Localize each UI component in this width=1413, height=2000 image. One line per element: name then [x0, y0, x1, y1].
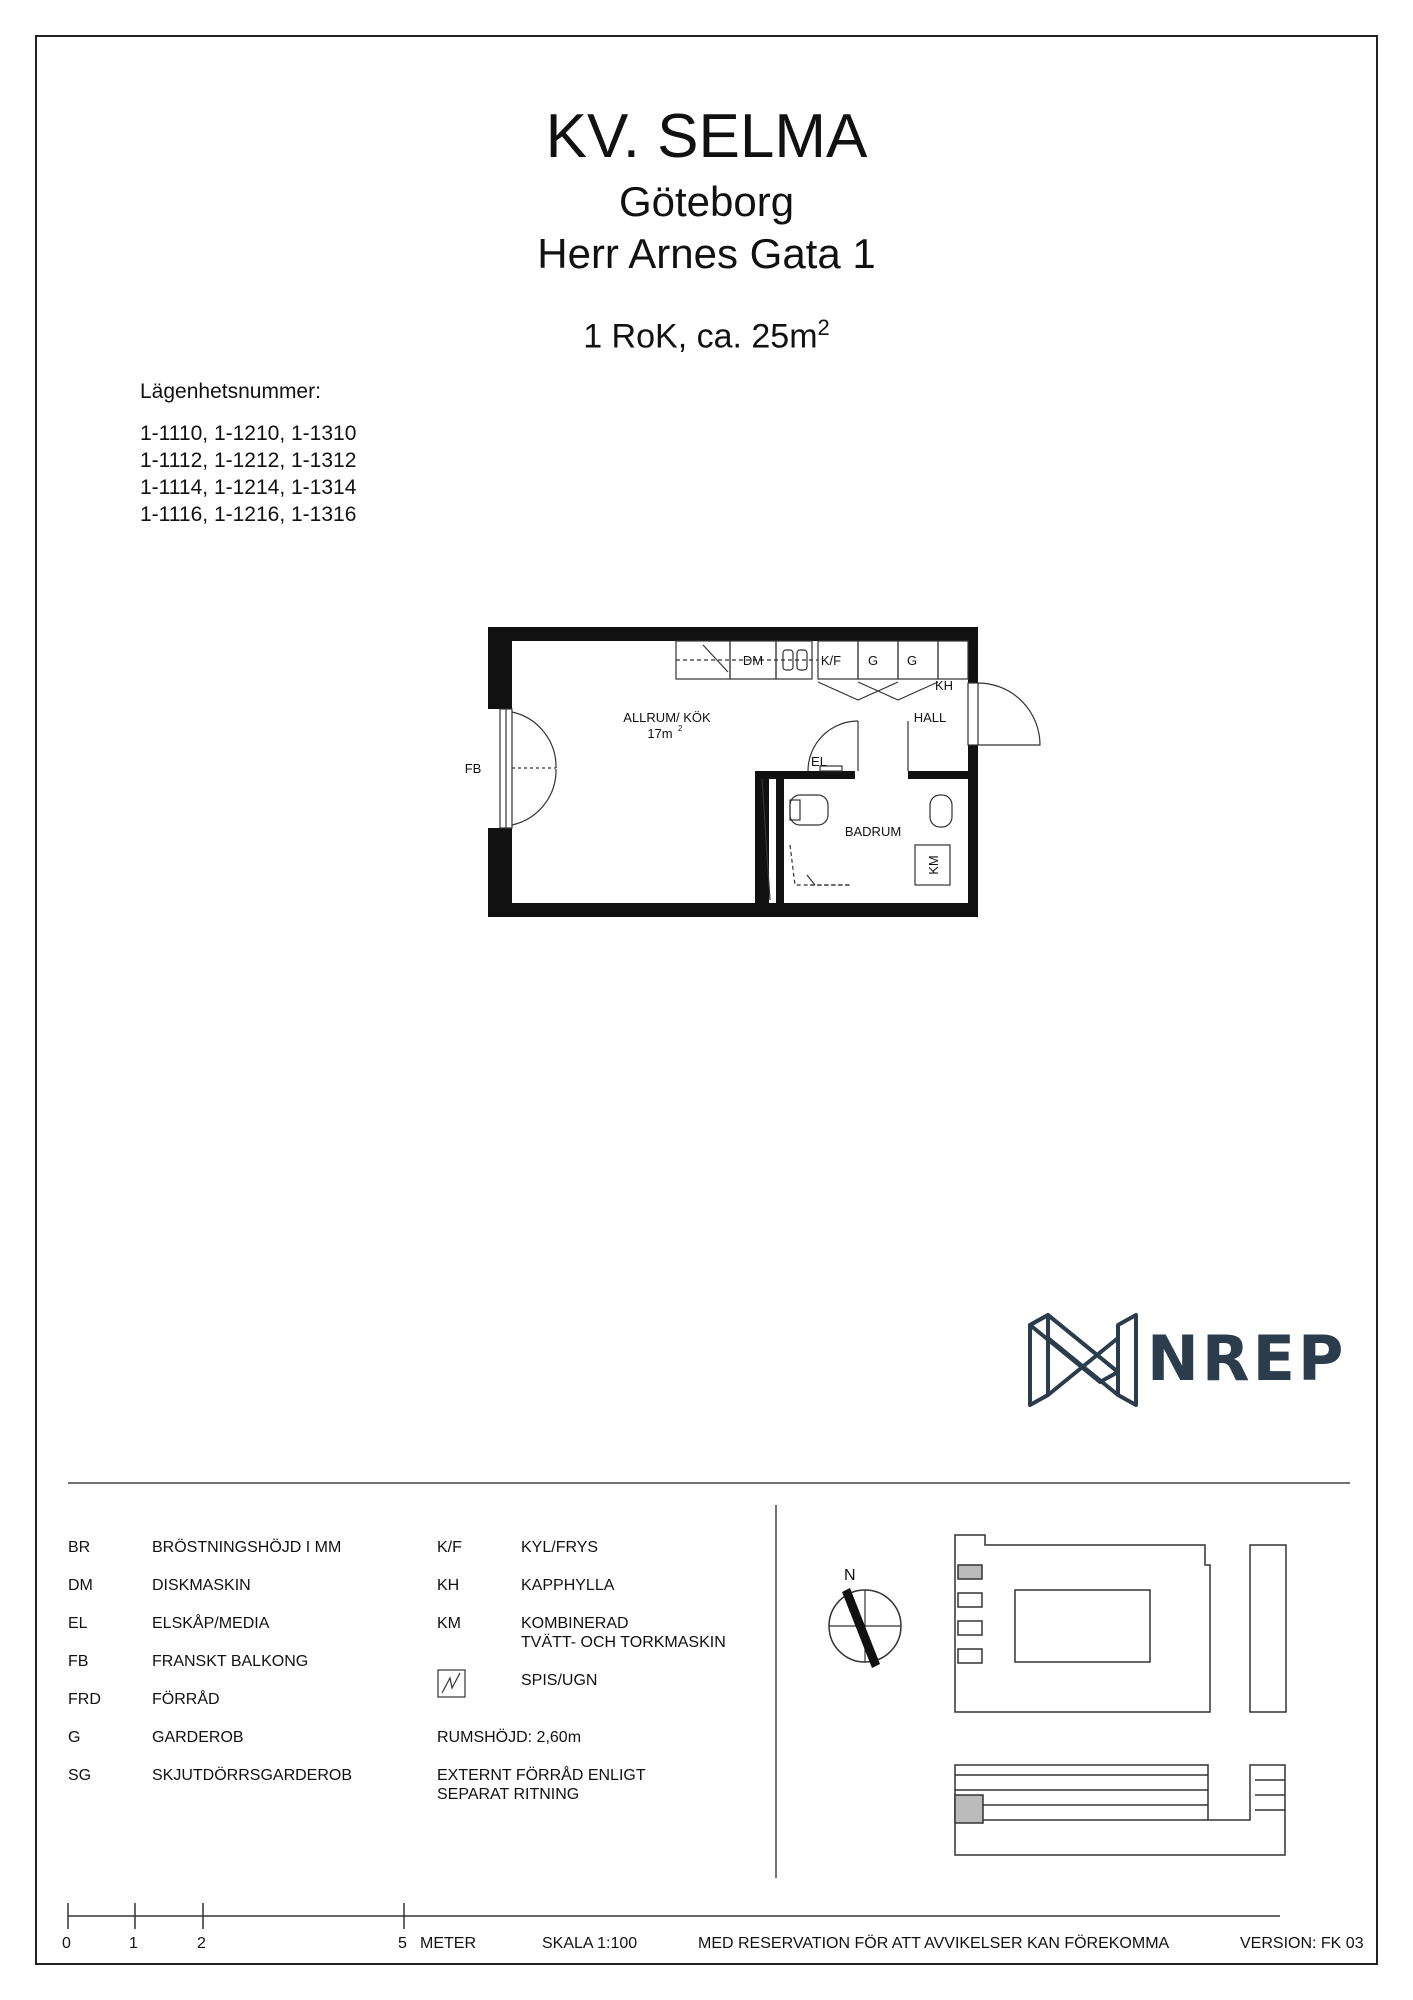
apartment-numbers-label: Lägenhetsnummer:: [140, 380, 321, 403]
apartment-row: 1-1114, 1-1214, 1-1314: [140, 476, 357, 499]
scale-ratio: SKALA 1:100: [542, 1935, 638, 1952]
compass-icon: [829, 1567, 901, 1668]
legend-desc: SPIS/UGN: [521, 1672, 598, 1689]
label-g1: G: [867, 653, 879, 668]
legend-desc: KYL/FRYS: [521, 1539, 599, 1556]
entrance-door-swing: [978, 683, 1040, 745]
wardrobe-2: [898, 641, 938, 679]
size-text: 1 RoK, ca. 25m: [583, 317, 818, 356]
legend-desc: KOMBINERAD: [521, 1615, 629, 1632]
legend-code: KM: [437, 1615, 461, 1632]
label-km: KM: [926, 855, 941, 875]
scale-unit: METER: [420, 1935, 476, 1952]
nrep-logo-text: NREP: [1147, 1322, 1347, 1395]
wall-bath-top-left: [755, 771, 855, 779]
wall-bottom: [488, 903, 978, 917]
scale-tick-label: 2: [197, 1935, 206, 1952]
legend-code: K/F: [437, 1539, 462, 1556]
scale-tick-label: 5: [398, 1935, 407, 1952]
legend-desc-line2: TVÄTT- OCH TORKMASKIN: [521, 1634, 726, 1651]
label-kh: KH: [934, 678, 954, 693]
legend-desc: BRÖSTNINGSHÖJD I MM: [152, 1539, 342, 1556]
coat-rack: [938, 641, 968, 679]
external-storage-note-2: SEPARAT RITNING: [437, 1786, 580, 1803]
legend-code: BR: [68, 1539, 91, 1556]
version: VERSION: FK 03: [1240, 1935, 1364, 1952]
label-living-area: 17m: [647, 726, 673, 741]
label-hall: HALL: [913, 710, 947, 725]
legend-desc: GARDEROB: [152, 1729, 244, 1746]
scale-tick-label: 1: [129, 1935, 138, 1952]
apartment-row: 1-1112, 1-1212, 1-1312: [140, 449, 357, 472]
floor-plan: [488, 627, 978, 917]
label-living-kitchen: ALLRUM/ KÖK: [623, 710, 711, 725]
project-title: KV. SELMA: [545, 102, 868, 171]
external-storage-note: EXTERNT FÖRRÅD ENLIGT: [437, 1767, 646, 1784]
label-bathroom: BADRUM: [844, 824, 902, 839]
disclaimer: MED RESERVATION FÖR ATT AVVIKELSER KAN FÖREKOMMA: [698, 1935, 1170, 1952]
site-plan-key: [955, 1535, 1286, 1855]
address: Herr Arnes Gata 1: [537, 230, 876, 277]
plan-labels: [465, 653, 953, 875]
city: Göteborg: [618, 178, 795, 225]
scale-bar: [68, 1903, 1280, 1929]
balcony-door-swing: [512, 712, 556, 768]
legend-desc: KAPPHYLLA: [521, 1577, 615, 1594]
apartment-row: 1-1110, 1-1210, 1-1310: [140, 422, 357, 445]
label-dm: DM: [742, 653, 764, 668]
apartment-row: 1-1116, 1-1216, 1-1316: [140, 503, 357, 526]
legend-code: SG: [68, 1767, 92, 1784]
wall-bath-top-right: [908, 771, 973, 779]
label-kf: K/F: [820, 653, 842, 668]
legend-code: G: [68, 1729, 81, 1746]
ceiling-height: RUMSHÖJD: 2,60m: [437, 1729, 582, 1746]
legend-code: KH: [437, 1577, 460, 1594]
legend-desc: DISKMASKIN: [152, 1577, 251, 1594]
legend-desc: FÖRRÅD: [152, 1691, 220, 1708]
legend-code: FB: [68, 1653, 89, 1670]
legend-code: EL: [68, 1615, 88, 1632]
legend-desc: ELSKÅP/MEDIA: [152, 1615, 270, 1632]
wall-top: [488, 627, 978, 641]
label-g2: G: [906, 653, 918, 668]
compass-north-label: N: [844, 1567, 856, 1584]
label-fb: FB: [464, 761, 482, 776]
scale-tick-label: 0: [62, 1935, 71, 1952]
legend-code: DM: [68, 1577, 93, 1594]
legend-code: FRD: [68, 1691, 101, 1708]
legend-desc: SKJUTDÖRRSGARDEROB: [152, 1767, 353, 1784]
wall-bath-left: [755, 771, 769, 903]
wall-left-upper: [488, 627, 512, 709]
size-sup: 2: [817, 315, 830, 340]
wall-right-lower: [968, 745, 978, 917]
washbasin: [930, 795, 952, 827]
label-living-area-sup: 2: [678, 724, 683, 733]
label-el: EL: [811, 754, 827, 769]
legend-desc: FRANSKT BALKONG: [152, 1653, 309, 1670]
wall-bath-inner: [776, 779, 784, 903]
nrep-logo-mark: [1030, 1315, 1136, 1405]
wall-right-upper: [968, 627, 978, 683]
